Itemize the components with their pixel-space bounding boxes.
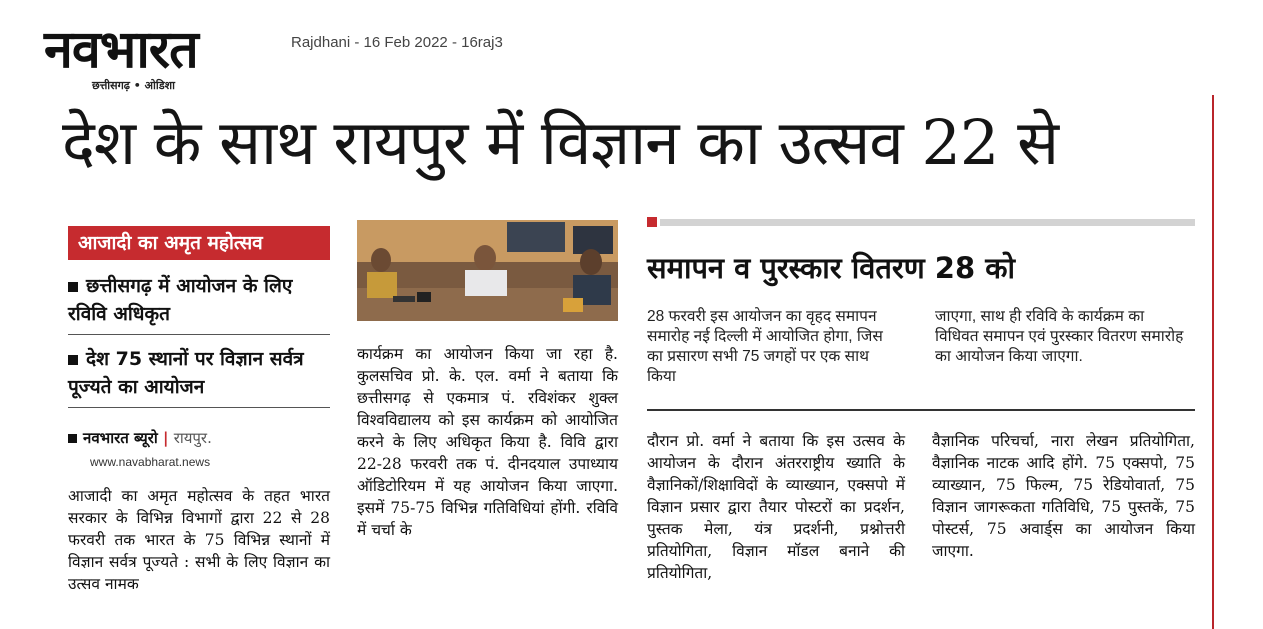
- byline: [68, 428, 212, 448]
- edition-dateline: Rajdhani - 16 Feb 2022 - 16raj3: [291, 34, 503, 51]
- box-bottom-rule: [647, 409, 1195, 411]
- bullet-divider: [68, 334, 330, 335]
- section-banner: आजादी का अमृत महोत्सव: [68, 226, 330, 260]
- article-column-3: दौरान प्रो. वर्मा ने बताया कि इस उत्सव के आयोजन के दौरान अंतरराष्ट्रीय ख्याति के वैज्ञानिकों/शिक्षाविदों के व्याख्यान, एक्सपो में विज्ञान प्रसार द्वारा तैयार पोस्टरों का प्रदर्शन, पुस्तक मेला, यंत्र प्रदर्शनी, प्रश्नोत्तरी प्रतियोगिता, विज्ञान मॉडल बनाने की प्रतियोगिता,: [647, 432, 905, 582]
- highlight-bullet: [68, 345, 330, 401]
- logo-subtitle: छत्तीसगढ़ • ओडिशा: [92, 79, 175, 92]
- highlight-bullet: [68, 272, 330, 328]
- page-edge-rule: [1212, 95, 1214, 629]
- byline-city: रायपुर.: [173, 429, 212, 447]
- meeting-photo: [357, 220, 618, 321]
- bullet-square-icon: [68, 282, 78, 292]
- byline-separator: |: [157, 429, 174, 447]
- highlight-text: छत्तीसगढ़ में आयोजन के लिए रविवि अधिकृत: [68, 275, 293, 325]
- website-link[interactable]: www.navabharat.news: [90, 455, 211, 469]
- article-column-4: वैज्ञानिक परिचर्चा, नारा लेखन प्रतियोगिता, वैज्ञानिक नाटक आदि होंगे. 75 एक्सपो, 75 व्याख्यान, 75 फिल्म, 75 रेडियोवार्ता, 75 विज्ञान जागरूकता गतिविधि, 75 पुस्तकें, 75 पोस्टर्स, 75 अवार्ड्स का आयोजन किया जाएगा.: [932, 432, 1195, 560]
- box-text-left: 28 फरवरी इस आयोजन का वृहद समापन समारोह नई दिल्ली में आयोजित होगा, जिस का प्रसारण सभी 75 जगहों पर एक साथ किया: [647, 308, 883, 385]
- box-top-rule: [660, 219, 1195, 226]
- bullet-divider: [68, 407, 330, 408]
- box-marker: [647, 217, 657, 227]
- main-headline: देश के साथ रायपुर में विज्ञान का उत्सव 22 से: [62, 106, 1058, 179]
- highlight-text: देश 75 स्थानों पर विज्ञान सर्वत्र पूज्यते का आयोजन: [68, 348, 304, 398]
- article-column-1: आजादी का अमृत महोत्सव के तहत भारत सरकार के विभिन्न विभागों द्वारा 22 से 28 फरवरी तक भारत के 75 विभिन्न स्थानों में विज्ञान सर्वत्र पूज्यते : सभी के लिए विज्ञान का उत्सव नामक: [68, 487, 330, 593]
- bullet-square-icon: [68, 355, 78, 365]
- meeting-photo-image: [357, 220, 618, 321]
- article-column-2: कार्यक्रम का आयोजन किया जा रहा है. कुलसचिव प्रो. के. एल. वर्मा ने बताया कि छत्तीसगढ़ से एकमात्र पं. रविशंकर शुक्ल विश्वविद्यालय को इस कार्यक्रम को आयोजित करने के लिए अधिकृत किया है. विवि द्वारा 22-28 फरवरी तक पं. दीनदयाल उपाध्याय ऑडिटोरियम में यह आयोजन किया जाएगा. इसमें 75-75 विभिन्न गतिविधियां होंगी. रविवि में चर्चा के: [357, 345, 618, 539]
- bureau-name: नवभारत ब्यूरो: [83, 429, 158, 447]
- bullet-square-icon: [68, 434, 77, 443]
- newspaper-logo: नवभारत: [44, 19, 198, 80]
- box-text-right: जाएगा, साथ ही रविवि के कार्यक्रम का विधिवत समापन एवं पुरस्कार वितरण समारोह का आयोजन किया जाएगा.: [935, 308, 1184, 365]
- box-heading: समापन व पुरस्कार वितरण 28 को: [647, 251, 1016, 285]
